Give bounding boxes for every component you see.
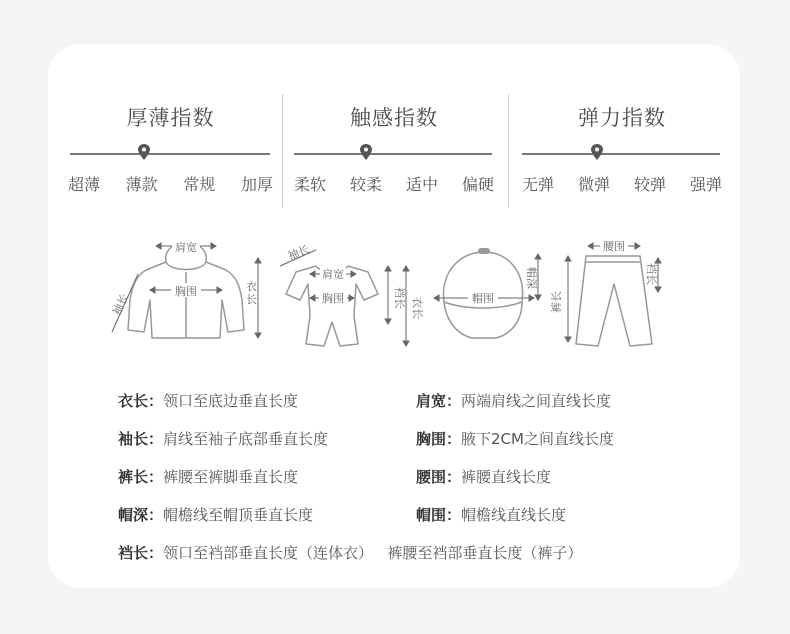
thickness-option: 薄款 xyxy=(125,175,158,194)
crotch-label: 裆长 xyxy=(645,263,658,285)
shoulder-label: 肩宽 xyxy=(322,268,344,281)
location-pin-icon xyxy=(138,144,150,160)
sleeve-label: 袖长 xyxy=(286,242,312,263)
length-label: 裤长 xyxy=(550,291,563,313)
definition-desc: 帽檐线至帽顶垂直长度 xyxy=(163,506,314,524)
definition-row xyxy=(416,466,551,487)
definition-row xyxy=(416,428,614,449)
definition-term: 袖长： xyxy=(118,430,164,448)
definition-row xyxy=(118,504,313,525)
thickness-index-title: 厚薄指数 xyxy=(126,106,215,130)
divider xyxy=(282,94,283,208)
definition-desc: 领口至底边垂直长度 xyxy=(163,392,299,410)
definition-term: 衣长： xyxy=(118,392,164,410)
pants-diagram-icon xyxy=(548,234,668,354)
touch-scale-line xyxy=(294,153,492,155)
definition-desc: 领口至裆部垂直长度（连体衣） 裤腰至裆部垂直长度（裤子） xyxy=(163,544,583,562)
definition-desc: 两端肩线之间直线长度 xyxy=(461,392,612,410)
definition-term: 胸围： xyxy=(416,430,462,448)
hat-diagram-icon xyxy=(426,242,546,352)
touch-options xyxy=(294,172,494,195)
touch-option: 适中 xyxy=(405,175,438,194)
crotch-label: 裆长 xyxy=(393,287,406,309)
thickness-option: 加厚 xyxy=(240,175,273,194)
touch-option: 柔软 xyxy=(294,175,327,194)
elasticity-index-title: 弹力指数 xyxy=(578,106,666,130)
shoulder-label: 肩宽 xyxy=(175,241,197,254)
definition-row xyxy=(416,390,611,411)
definition-desc: 肩线至袖子底部垂直长度 xyxy=(163,430,329,448)
circumference-label: 帽围 xyxy=(472,292,494,305)
depth-label: 帽深 xyxy=(525,267,538,289)
elasticity-options xyxy=(522,172,722,195)
definition-term: 腰围： xyxy=(416,468,462,486)
elasticity-scale-line xyxy=(522,153,720,155)
touch-option: 偏硬 xyxy=(461,175,494,194)
sleeve-label: 袖长 xyxy=(110,291,132,318)
jumpsuit-diagram-icon xyxy=(276,236,426,356)
thickness-option: 超薄 xyxy=(68,175,101,194)
definition-row xyxy=(118,542,582,563)
definition-term: 帽围： xyxy=(416,506,462,524)
divider xyxy=(508,94,509,208)
size-guide-card xyxy=(48,44,740,588)
definition-term: 裤长： xyxy=(118,468,164,486)
definition-desc: 裤腰直线长度 xyxy=(461,468,552,486)
definition-desc: 腋下2CM之间直线长度 xyxy=(461,430,614,448)
waist-label: 腰围 xyxy=(603,240,625,253)
location-pin-icon xyxy=(360,144,372,160)
definition-term: 肩宽： xyxy=(416,392,462,410)
definition-row xyxy=(118,428,328,449)
location-pin-icon xyxy=(591,144,603,160)
elasticity-option: 较弹 xyxy=(633,175,666,194)
elasticity-option: 无弹 xyxy=(522,175,555,194)
touch-option: 较柔 xyxy=(349,175,382,194)
definition-row xyxy=(118,466,298,487)
touch-index-title: 触感指数 xyxy=(350,106,438,130)
elasticity-option: 微弹 xyxy=(577,175,610,194)
chest-label: 胸围 xyxy=(175,285,197,298)
elasticity-option: 强弹 xyxy=(689,175,722,194)
definition-desc: 裤腰至裤脚垂直长度 xyxy=(163,468,299,486)
thickness-option: 常规 xyxy=(183,175,216,194)
length-label: 衣长 xyxy=(411,297,424,319)
definition-term: 裆长： xyxy=(118,544,164,562)
thickness-options xyxy=(68,172,273,195)
thickness-scale-line xyxy=(70,153,270,155)
definition-term: 帽深： xyxy=(118,506,164,524)
definition-row xyxy=(416,504,566,525)
jacket-diagram-icon xyxy=(106,230,266,350)
length-label: 衣长 xyxy=(246,280,257,306)
definition-row xyxy=(118,390,298,411)
chest-label: 胸围 xyxy=(322,292,344,305)
definition-desc: 帽檐线直线长度 xyxy=(461,506,567,524)
